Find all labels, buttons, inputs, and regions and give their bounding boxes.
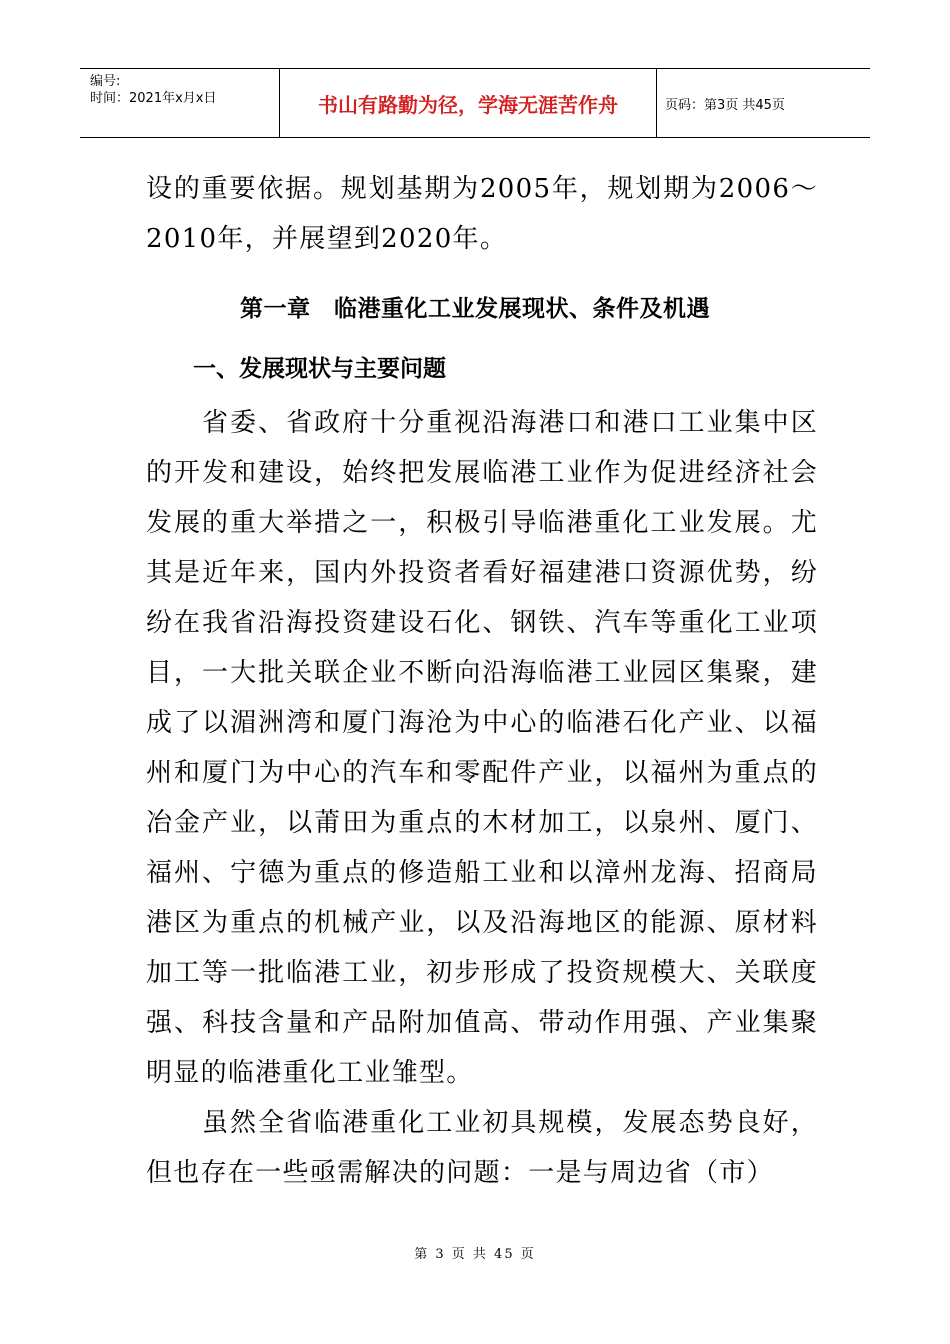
page-header <box>80 68 870 138</box>
document-time-label: 时间：2021年x月x日 <box>90 91 217 106</box>
document-number-label: 编号: <box>90 74 121 89</box>
intro-paragraph: 设的重要依据。规划基期为2005年，规划期为2006～2010年，并展望到2020年。 <box>146 174 818 254</box>
header-motto: 书山有路勤为径，学海无涯苦作舟 <box>280 69 657 137</box>
section-title: 一、发展现状与主要问题 <box>193 356 446 382</box>
body-paragraph-1: 省委、省政府十分重视沿海港口和港口工业集中区的开发和建设，始终把发展临港工业作为促进经济社会发展的重大举措之一，积极引导临港重化工业发展。尤其是近年来，国内外投资者看好福建港口资源优势，纷纷在我省沿海投资建设石化、钢铁、汽车等重化工业项目，一大批关联企业不断向沿海临港工业园区集聚，建成了以湄洲湾和厦门海沧为中心的临港石化产业、以福州和厦门为中心的汽车和零配件产业，以福州为重点的冶金产业，以莆田为重点的木材加工，以泉州、厦门、福州、宁德为重点的修造船工业和以漳州龙海、招商局港区为重点的机械产业，以及沿海地区的能源、原材料加工等一批临港工业，初步形成了投资规模大、关联度强、科技含量和产品附加值高、带动作用强、产业集聚明显的临港重化工业雏型。 <box>146 408 818 1088</box>
header-meta <box>80 69 280 137</box>
header-page-info: 页码：第3页 共45页 <box>665 97 785 113</box>
body-paragraph-2: 虽然全省临港重化工业初具规模，发展态势良好，但也存在一些亟需解决的问题：一是与周边省（市） <box>146 1108 818 1188</box>
chapter-title: 第一章 临港重化工业发展现状、条件及机遇 <box>240 296 710 322</box>
page-footer: 第 3 页 共 45 页 <box>414 1247 536 1262</box>
